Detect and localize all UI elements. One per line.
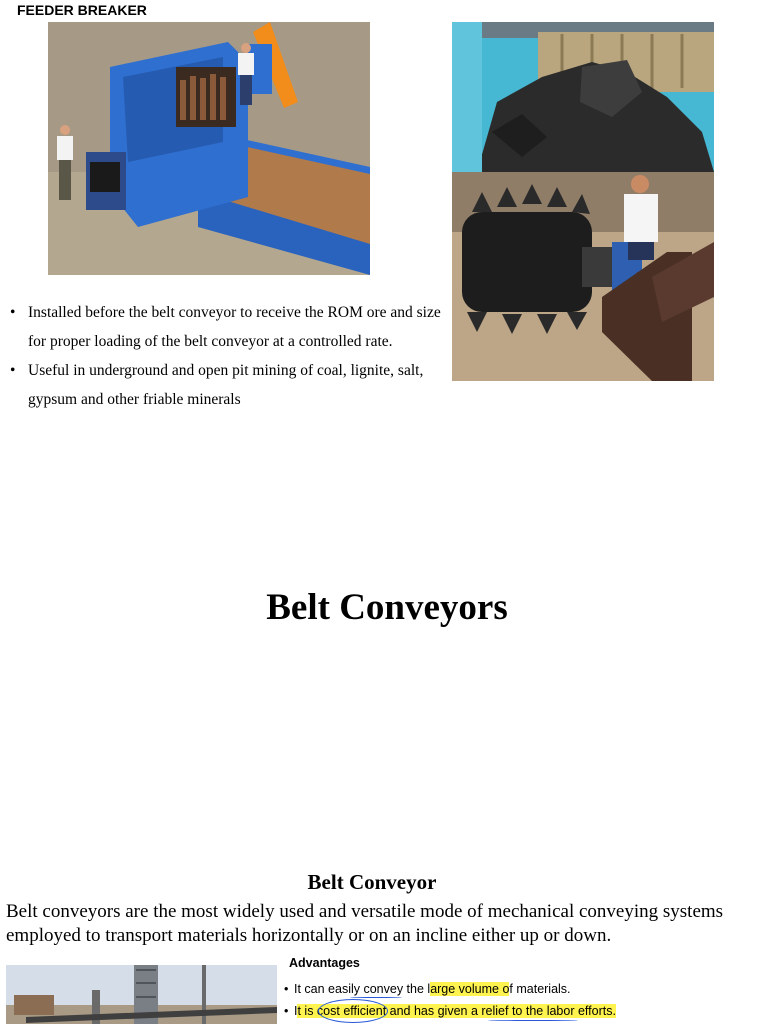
coal-rotor-photo <box>452 22 714 172</box>
advantage-text: I <box>294 1004 298 1018</box>
highlighted-text: t is cost efficient and has given a relief to the labor efforts. <box>297 1004 616 1018</box>
advantages-title: Advantages <box>289 956 360 970</box>
section-title-belt-conveyors: Belt Conveyors <box>266 587 508 628</box>
slide-title: FEEDER BREAKER <box>17 2 147 18</box>
bullet-item: • Useful in underground and open pit mining of coal, lignite, salt, gypsum and other friable minerals <box>8 356 444 414</box>
pen-underline <box>350 997 402 998</box>
advantage-text: f materials. <box>509 982 571 996</box>
advantage-text: It can easily convey the l <box>294 982 431 996</box>
bullet-item: • Installed before the belt conveyor to receive the ROM ore and size for proper loading of the belt conveyor at a controlled rate. <box>8 298 444 356</box>
highlighted-text: arge volume o <box>430 982 510 996</box>
feeder-breaker-photo <box>48 22 370 275</box>
pen-circle <box>318 999 388 1023</box>
rotor-and-man-photo <box>452 172 714 381</box>
section-title-belt-conveyor: Belt Conveyor <box>307 870 437 894</box>
belt-conveyor-photo <box>6 965 277 1024</box>
belt-conveyor-description: Belt conveyors are the most widely used and versatile mode of mechanical conveying systems employed to transport materials horizontally or on an incline either up or down. <box>6 901 724 946</box>
pen-underline <box>488 1020 578 1021</box>
feeder-breaker-bullet-list <box>8 298 444 414</box>
